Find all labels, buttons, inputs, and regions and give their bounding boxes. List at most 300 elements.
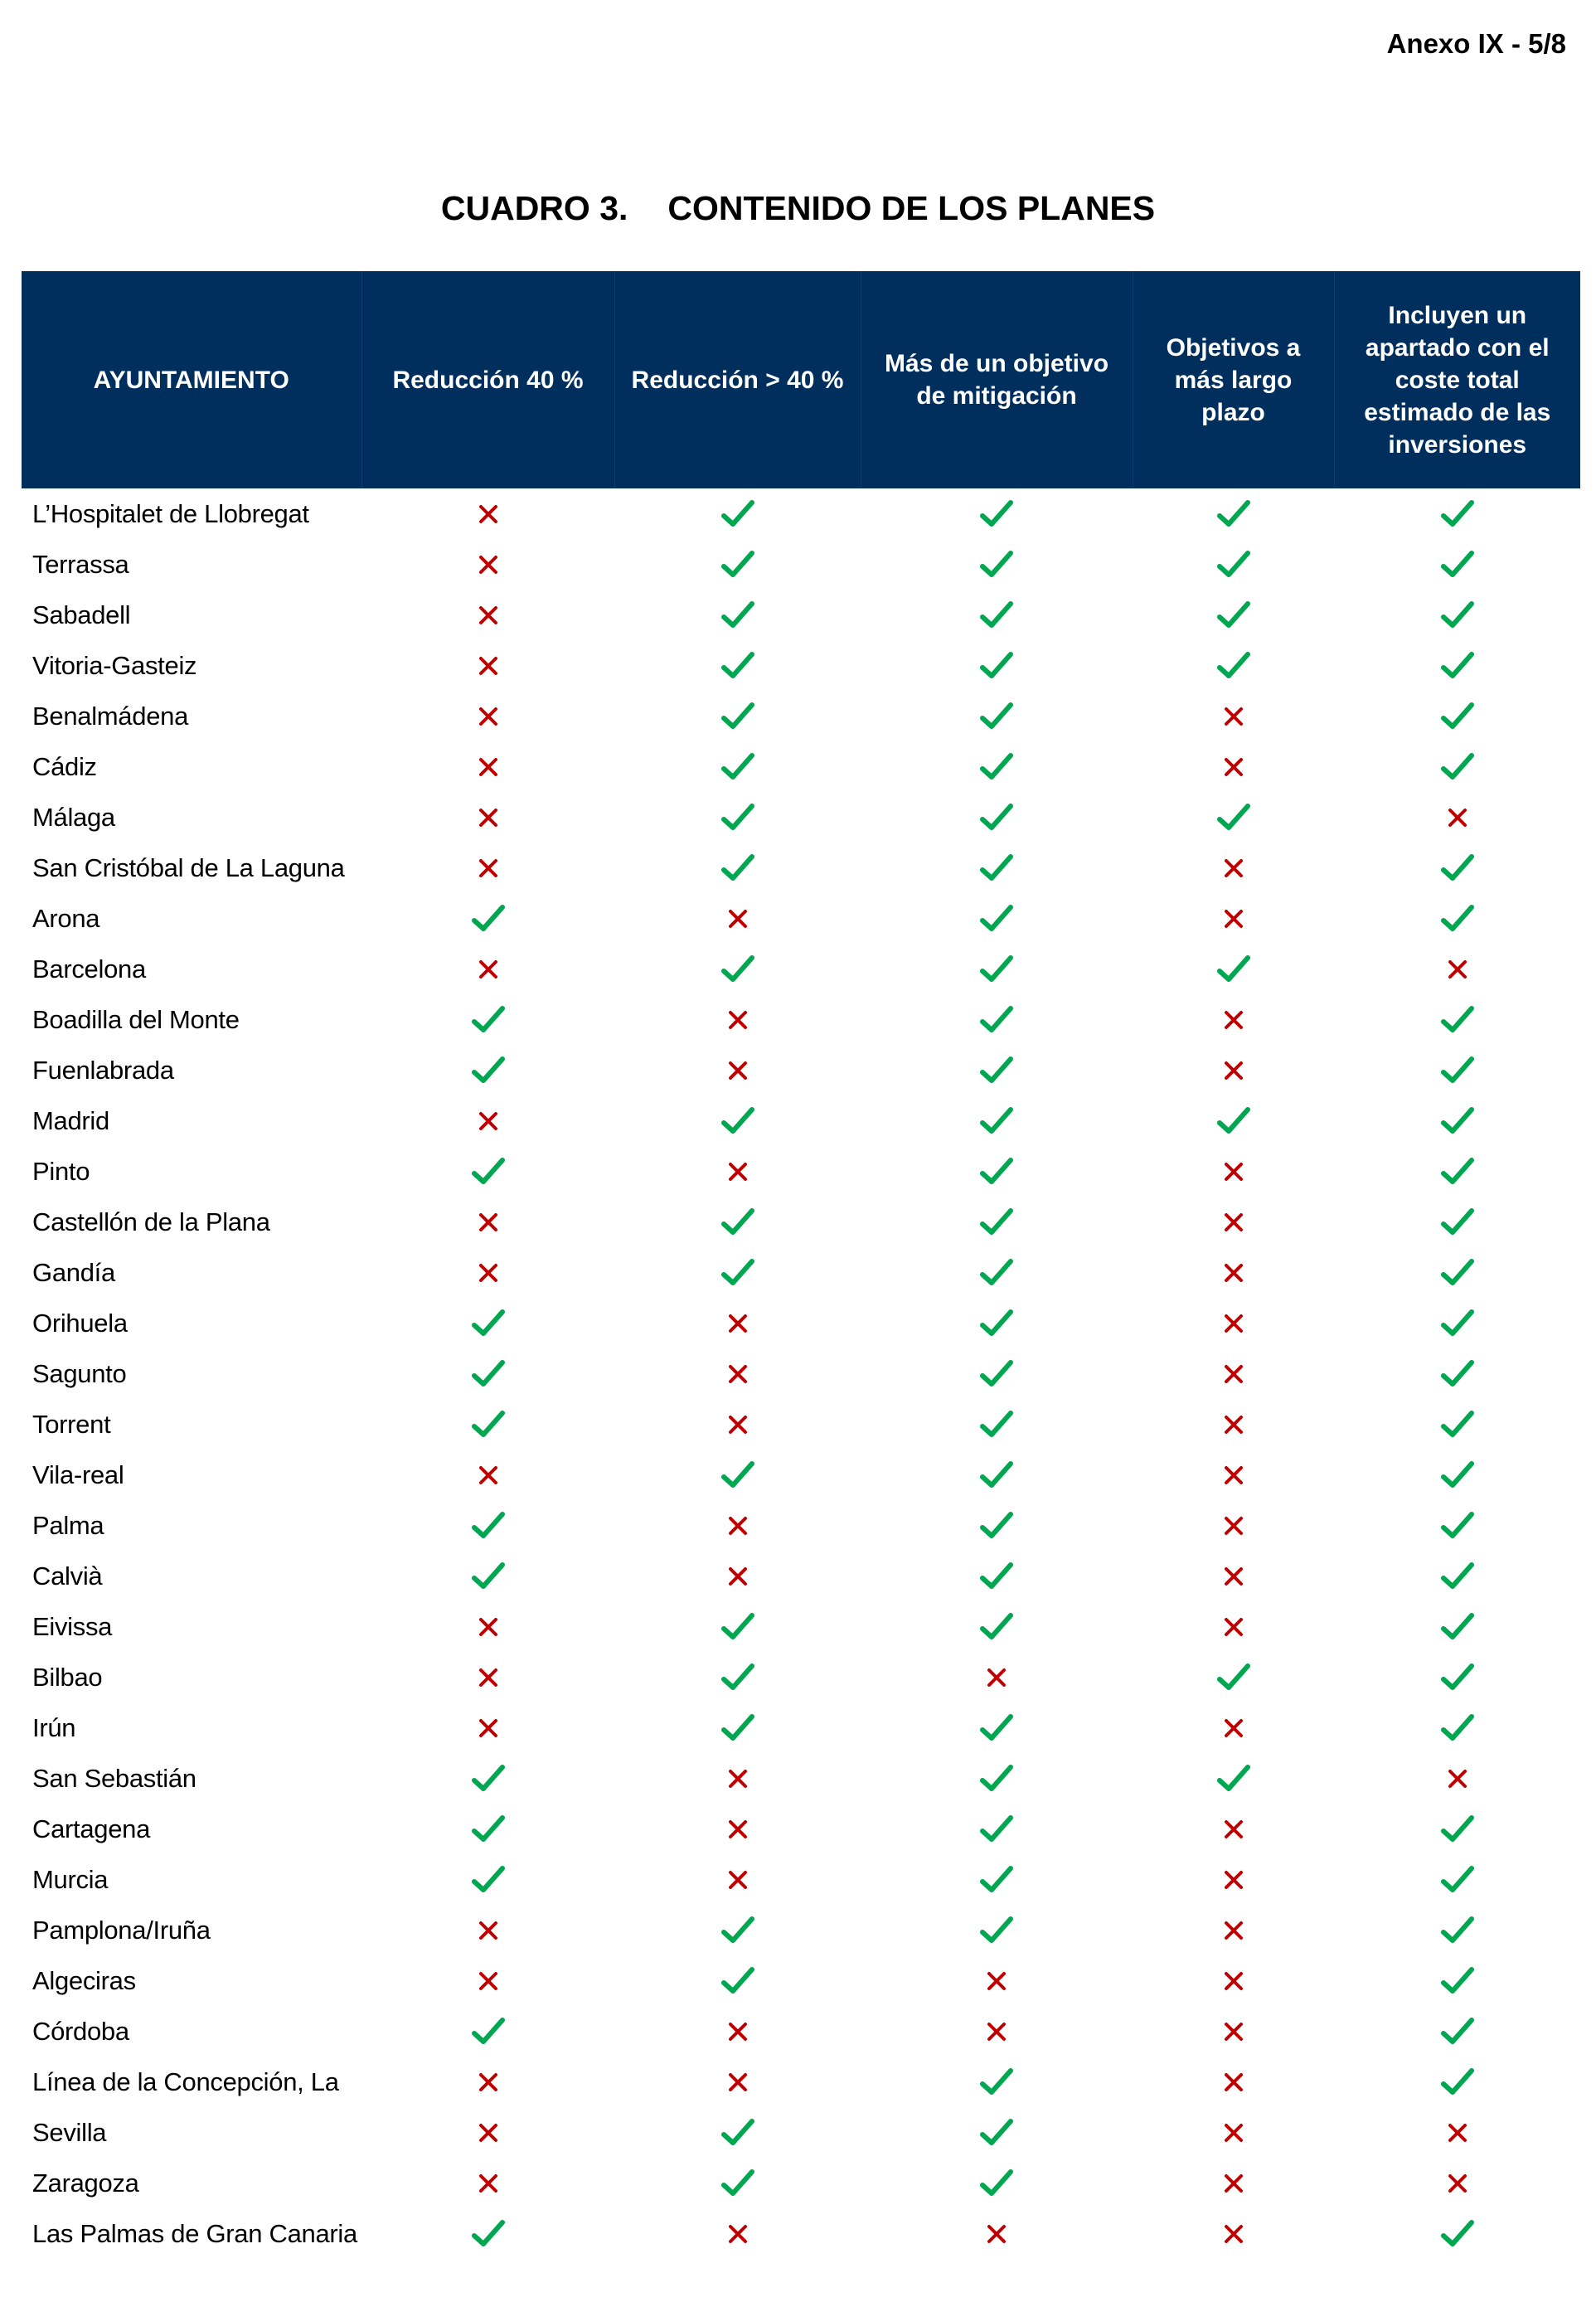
criterion-cell: [614, 944, 861, 994]
criterion-cell: [861, 944, 1133, 994]
check-icon: [1217, 1106, 1250, 1136]
table-row: [22, 1601, 1580, 1652]
criterion-cell: [1334, 843, 1580, 893]
criterion-cell: [614, 1955, 861, 2006]
criterion-cell: [861, 1652, 1133, 1702]
criterion-cell: [861, 1753, 1133, 1804]
criterion-cell: [1133, 1652, 1334, 1702]
table-row: [22, 1905, 1580, 1955]
ayuntamiento-name: Boadilla del Monte: [32, 1004, 240, 1034]
table-row: [22, 741, 1580, 792]
criterion-cell: [1334, 944, 1580, 994]
criterion-cell: [361, 893, 614, 944]
table-title: [0, 189, 1596, 228]
ayuntamiento-name: Eivissa: [32, 1611, 113, 1641]
check-icon: [980, 651, 1013, 681]
criterion-cell: [361, 1905, 614, 1955]
cross-icon: [1223, 2223, 1244, 2245]
cross-icon: [727, 1515, 749, 1537]
table-row: [22, 539, 1580, 590]
table-row: [22, 792, 1580, 843]
cross-icon: [727, 2021, 749, 2042]
criterion-cell: [861, 691, 1133, 741]
criterion-cell: [614, 1601, 861, 1652]
criterion-cell: [1133, 2208, 1334, 2259]
cross-icon: [478, 1262, 499, 1284]
criterion-cell: [1334, 1854, 1580, 1905]
cross-icon: [478, 706, 499, 727]
criterion-cell: [361, 843, 614, 893]
ayuntamiento-name: Benalmádena: [32, 701, 189, 731]
criterion-cell: [861, 1197, 1133, 1247]
ayuntamiento-name: Irún: [32, 1712, 76, 1742]
cross-icon: [1447, 2122, 1468, 2144]
cross-icon: [478, 503, 499, 525]
criterion-cell: [1334, 1197, 1580, 1247]
table-row: [22, 1551, 1580, 1601]
criterion-cell: [614, 1298, 861, 1348]
check-icon: [980, 1359, 1013, 1389]
cross-icon: [727, 1009, 749, 1031]
criterion-cell: [614, 1905, 861, 1955]
criterion-cell: [861, 1601, 1133, 1652]
criterion-cell: [1133, 1854, 1334, 1905]
criterion-cell: [1133, 2107, 1334, 2158]
cross-icon: [1223, 2173, 1244, 2194]
criterion-cell: [361, 994, 614, 1045]
criterion-cell: [361, 640, 614, 691]
check-icon: [1441, 2017, 1474, 2047]
criterion-cell: [1334, 2057, 1580, 2107]
cross-icon: [1223, 1313, 1244, 1334]
cross-icon: [986, 2223, 1007, 2245]
cross-icon: [478, 1920, 499, 1941]
criterion-cell: [361, 1348, 614, 1399]
ayuntamiento-name: Línea de la Concepción, La: [32, 2066, 339, 2096]
cross-icon: [1223, 857, 1244, 879]
cross-icon: [1223, 1212, 1244, 1233]
criterion-cell: [1133, 1095, 1334, 1146]
criterion-cell: [361, 539, 614, 590]
table-row: [22, 1702, 1580, 1753]
check-icon: [1441, 600, 1474, 630]
ayuntamiento-name: Barcelona: [32, 954, 146, 983]
criterion-cell: [1334, 2158, 1580, 2208]
ayuntamiento-name: Sabadell: [32, 600, 131, 629]
criterion-cell: [614, 539, 861, 590]
check-icon: [472, 1814, 505, 1844]
ayuntamiento-name: Gandía: [32, 1257, 115, 1287]
cross-icon: [1223, 1970, 1244, 1992]
check-icon: [1441, 499, 1474, 529]
check-icon: [721, 1612, 754, 1642]
check-icon: [1441, 1713, 1474, 1743]
check-icon: [1441, 1056, 1474, 1085]
check-icon: [721, 803, 754, 833]
check-icon: [980, 803, 1013, 833]
criterion-cell: [361, 1652, 614, 1702]
check-icon: [1441, 2067, 1474, 2097]
check-icon: [721, 550, 754, 580]
check-icon: [1441, 1561, 1474, 1591]
criterion-cell: [861, 2158, 1133, 2208]
criterion-cell: [361, 590, 614, 640]
table-row: [22, 944, 1580, 994]
cross-icon: [478, 807, 499, 828]
criterion-cell: [1133, 1551, 1334, 1601]
table-row: [22, 1804, 1580, 1854]
criterion-cell: [861, 1045, 1133, 1095]
cross-icon: [1223, 1009, 1244, 1031]
ayuntamiento-name: San Cristóbal de La Laguna: [32, 852, 345, 882]
criterion-cell: [1334, 1045, 1580, 1095]
cross-icon: [1223, 1869, 1244, 1891]
criterion-cell: [614, 691, 861, 741]
table-row: [22, 640, 1580, 691]
check-icon: [1441, 1663, 1474, 1693]
criterion-cell: [1133, 1500, 1334, 1551]
ayuntamiento-name: Algeciras: [32, 1965, 136, 1995]
column-header-objetivos-largo-plazo: Objetivos a más largo plazo: [1133, 271, 1334, 488]
ayuntamiento-name: Pinto: [32, 1156, 90, 1186]
ayuntamiento-name: Pamplona/Iruña: [32, 1915, 211, 1945]
cross-icon: [727, 1819, 749, 1840]
criterion-cell: [1133, 944, 1334, 994]
cross-icon: [478, 959, 499, 980]
criterion-cell: [361, 1551, 614, 1601]
table-row: [22, 2208, 1580, 2259]
criterion-cell: [861, 640, 1133, 691]
criterion-cell: [1334, 1450, 1580, 1500]
check-icon: [472, 904, 505, 934]
ayuntamiento-name: Fuenlabrada: [32, 1055, 174, 1085]
cross-icon: [727, 1060, 749, 1081]
criterion-cell: [1133, 1702, 1334, 1753]
check-icon: [1217, 1764, 1250, 1794]
criterion-cell: [614, 1045, 861, 1095]
criterion-cell: [1133, 590, 1334, 640]
cross-icon: [478, 2122, 499, 2144]
criterion-cell: [614, 1753, 861, 1804]
table-row: [22, 1753, 1580, 1804]
criterion-cell: [1133, 1753, 1334, 1804]
criterion-cell: [361, 1500, 614, 1551]
criterion-cell: [861, 1146, 1133, 1197]
criterion-cell: [361, 1702, 614, 1753]
check-icon: [980, 904, 1013, 934]
table-row: [22, 1146, 1580, 1197]
check-icon: [1441, 1916, 1474, 1945]
cross-icon: [1223, 1414, 1244, 1435]
criterion-cell: [614, 1348, 861, 1399]
criterion-cell: [1133, 1045, 1334, 1095]
table-header: [22, 271, 1580, 488]
check-icon: [980, 1511, 1013, 1541]
check-icon: [721, 1713, 754, 1743]
criterion-cell: [861, 1804, 1133, 1854]
criterion-cell: [861, 1247, 1133, 1298]
criterion-cell: [1334, 1804, 1580, 1854]
criterion-cell: [1334, 1955, 1580, 2006]
criterion-cell: [361, 2006, 614, 2057]
cross-icon: [727, 1313, 749, 1334]
check-icon: [980, 2168, 1013, 2198]
criterion-cell: [1334, 1500, 1580, 1551]
criterion-cell: [861, 1955, 1133, 2006]
criterion-cell: [1334, 1146, 1580, 1197]
check-icon: [472, 1359, 505, 1389]
check-icon: [721, 1258, 754, 1288]
check-icon: [1217, 1663, 1250, 1693]
check-icon: [721, 752, 754, 782]
criterion-cell: [1334, 2107, 1580, 2158]
check-icon: [1441, 1612, 1474, 1642]
criterion-cell: [1133, 1247, 1334, 1298]
criterion-cell: [861, 539, 1133, 590]
criterion-cell: [361, 1854, 614, 1905]
criterion-cell: [1334, 488, 1580, 539]
table-row: [22, 1652, 1580, 1702]
criterion-cell: [1133, 1348, 1334, 1399]
cross-icon: [478, 1970, 499, 1992]
criterion-cell: [1133, 1601, 1334, 1652]
check-icon: [1441, 1258, 1474, 1288]
table-row: [22, 994, 1580, 1045]
cross-icon: [478, 655, 499, 677]
cross-icon: [1223, 1464, 1244, 1486]
criterion-cell: [614, 843, 861, 893]
check-icon: [1217, 600, 1250, 630]
check-icon: [1441, 651, 1474, 681]
table-title-text: CONTENIDO DE LOS PLANES: [667, 189, 1156, 227]
ayuntamiento-name: Bilbao: [32, 1662, 103, 1692]
cross-icon: [727, 1161, 749, 1183]
criterion-cell: [1334, 1247, 1580, 1298]
criterion-cell: [861, 2107, 1133, 2158]
criterion-cell: [1334, 539, 1580, 590]
criterion-cell: [614, 590, 861, 640]
ayuntamiento-name: L’Hospitalet de Llobregat: [32, 498, 309, 528]
criterion-cell: [1133, 539, 1334, 590]
criterion-cell: [614, 488, 861, 539]
check-icon: [472, 1764, 505, 1794]
check-icon: [980, 1258, 1013, 1288]
criterion-cell: [1133, 1197, 1334, 1247]
cross-icon: [478, 1717, 499, 1739]
cross-icon: [478, 857, 499, 879]
criterion-cell: [614, 1197, 861, 1247]
cross-icon: [727, 1363, 749, 1385]
criterion-cell: [361, 2107, 614, 2158]
check-icon: [980, 1309, 1013, 1338]
check-icon: [721, 499, 754, 529]
ayuntamiento-name: Orihuela: [32, 1308, 128, 1338]
check-icon: [1441, 1410, 1474, 1440]
criterion-cell: [361, 1399, 614, 1450]
check-icon: [980, 1764, 1013, 1794]
check-icon: [980, 2067, 1013, 2097]
criterion-cell: [361, 1095, 614, 1146]
criterion-cell: [861, 2057, 1133, 2107]
ayuntamiento-name: Torrent: [32, 1409, 111, 1439]
criterion-cell: [861, 1500, 1133, 1551]
ayuntamiento-name: Sevilla: [32, 2117, 107, 2147]
check-icon: [980, 702, 1013, 731]
check-icon: [1217, 499, 1250, 529]
check-icon: [1441, 1511, 1474, 1541]
table-row: [22, 590, 1580, 640]
criterion-cell: [361, 1146, 614, 1197]
cross-icon: [1447, 2173, 1468, 2194]
check-icon: [980, 1157, 1013, 1187]
check-icon: [1441, 1207, 1474, 1237]
criterion-cell: [1133, 2006, 1334, 2057]
ayuntamiento-name: Calvià: [32, 1561, 103, 1591]
check-icon: [1441, 1814, 1474, 1844]
column-header-ayuntamiento: AYUNTAMIENTO: [22, 271, 361, 488]
criterion-cell: [1133, 994, 1334, 1045]
cross-icon: [1223, 1060, 1244, 1081]
check-icon: [1441, 853, 1474, 883]
table-row: [22, 1197, 1580, 1247]
cross-icon: [478, 2071, 499, 2093]
check-icon: [1217, 651, 1250, 681]
cross-icon: [727, 2223, 749, 2245]
ayuntamiento-name: Las Palmas de Gran Canaria: [32, 2218, 357, 2248]
criterion-cell: [1133, 741, 1334, 792]
table-row: [22, 1399, 1580, 1450]
criterion-cell: [361, 1601, 614, 1652]
ayuntamiento-name: Zaragoza: [32, 2168, 139, 2198]
table-row: [22, 1298, 1580, 1348]
check-icon: [472, 1865, 505, 1895]
criterion-cell: [614, 1146, 861, 1197]
check-icon: [980, 853, 1013, 883]
criterion-cell: [861, 1905, 1133, 1955]
check-icon: [721, 853, 754, 883]
criterion-cell: [861, 1298, 1133, 1348]
check-icon: [472, 1561, 505, 1591]
cross-icon: [1447, 1768, 1468, 1790]
check-icon: [472, 2017, 505, 2047]
criterion-cell: [614, 792, 861, 843]
cross-icon: [478, 1667, 499, 1688]
cross-icon: [1447, 807, 1468, 828]
check-icon: [1441, 702, 1474, 731]
criterion-cell: [1133, 2057, 1334, 2107]
check-icon: [1217, 550, 1250, 580]
check-icon: [980, 1106, 1013, 1136]
check-icon: [721, 2118, 754, 2148]
table-row: [22, 488, 1580, 539]
cross-icon: [727, 1869, 749, 1891]
criterion-cell: [614, 893, 861, 944]
column-header-reduccion-mas-40: Reducción > 40 %: [614, 271, 861, 488]
check-icon: [721, 954, 754, 984]
check-icon: [472, 1157, 505, 1187]
cross-icon: [478, 2173, 499, 2194]
table-number: CUADRO 3.: [440, 189, 628, 227]
table-row: [22, 1095, 1580, 1146]
ayuntamiento-name: Palma: [32, 1510, 104, 1540]
criterion-cell: [1334, 1298, 1580, 1348]
ayuntamiento-name: Vitoria-Gasteiz: [32, 650, 197, 680]
criterion-cell: [861, 488, 1133, 539]
criterion-cell: [861, 1854, 1133, 1905]
criterion-cell: [614, 994, 861, 1045]
criterion-cell: [861, 590, 1133, 640]
criterion-cell: [1133, 1298, 1334, 1348]
criterion-cell: [861, 994, 1133, 1045]
table-row: [22, 2158, 1580, 2208]
check-icon: [1441, 752, 1474, 782]
criterion-cell: [614, 640, 861, 691]
criterion-cell: [1133, 691, 1334, 741]
check-icon: [980, 752, 1013, 782]
check-icon: [980, 1612, 1013, 1642]
criterion-cell: [1334, 1551, 1580, 1601]
criterion-cell: [361, 741, 614, 792]
cross-icon: [478, 756, 499, 778]
check-icon: [472, 1056, 505, 1085]
cross-icon: [1223, 2122, 1244, 2144]
check-icon: [721, 651, 754, 681]
check-icon: [721, 2168, 754, 2198]
page-label: Anexo IX - 5/8: [1386, 28, 1566, 59]
criterion-cell: [614, 1247, 861, 1298]
criterion-cell: [1133, 843, 1334, 893]
check-icon: [472, 1005, 505, 1035]
check-icon: [472, 1511, 505, 1541]
criterion-cell: [861, 1702, 1133, 1753]
criterion-cell: [1334, 640, 1580, 691]
check-icon: [1441, 1157, 1474, 1187]
cross-icon: [1223, 1363, 1244, 1385]
cross-icon: [1223, 2071, 1244, 2093]
ayuntamiento-name: Castellón de la Plana: [32, 1207, 270, 1236]
criterion-cell: [614, 2158, 861, 2208]
criterion-cell: [1133, 1450, 1334, 1500]
cross-icon: [1223, 908, 1244, 930]
cross-icon: [1223, 1717, 1244, 1739]
table-row: [22, 893, 1580, 944]
check-icon: [1441, 1460, 1474, 1490]
criterion-cell: [1334, 1905, 1580, 1955]
cross-icon: [1223, 1819, 1244, 1840]
check-icon: [1441, 1359, 1474, 1389]
check-icon: [472, 1309, 505, 1338]
ayuntamiento-name: Córdoba: [32, 2016, 129, 2046]
cross-icon: [1223, 706, 1244, 727]
criterion-cell: [861, 893, 1133, 944]
cross-icon: [1223, 1566, 1244, 1587]
cross-icon: [1223, 1262, 1244, 1284]
check-icon: [980, 1005, 1013, 1035]
criterion-cell: [614, 1702, 861, 1753]
table-body: [22, 488, 1580, 2259]
table-row: [22, 1348, 1580, 1399]
criterion-cell: [1133, 1804, 1334, 1854]
criterion-cell: [1334, 792, 1580, 843]
cross-icon: [727, 2071, 749, 2093]
table-row: [22, 2107, 1580, 2158]
criterion-cell: [861, 741, 1133, 792]
table-row: [22, 843, 1580, 893]
check-icon: [721, 1663, 754, 1693]
table-row: [22, 1854, 1580, 1905]
ayuntamiento-name: San Sebastián: [32, 1763, 196, 1793]
criterion-cell: [1334, 994, 1580, 1045]
